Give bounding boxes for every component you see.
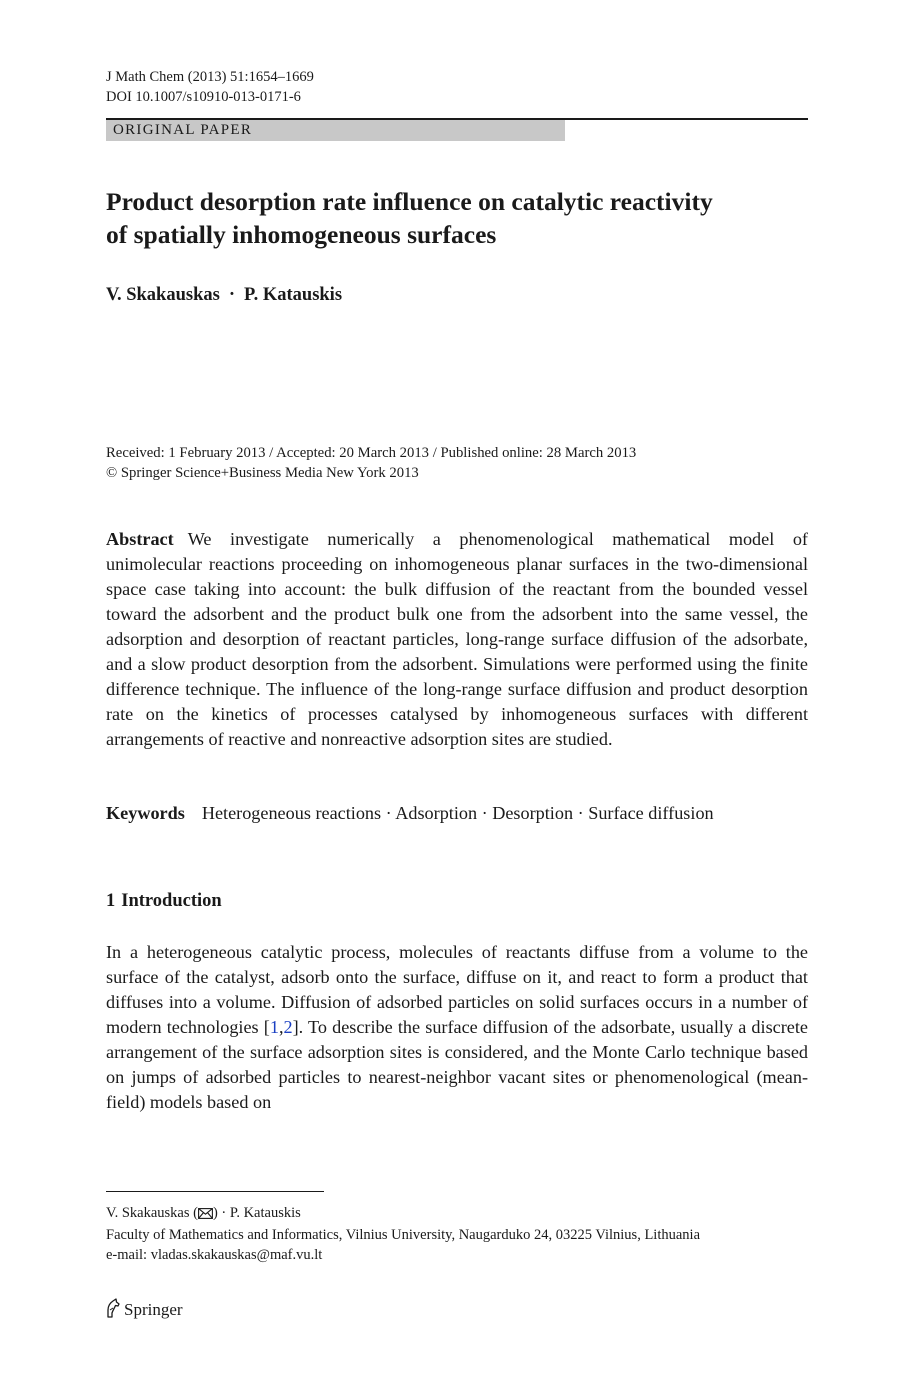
citation-link[interactable]: 1 bbox=[269, 1017, 279, 1037]
author-name: P. Katauskis bbox=[244, 285, 343, 305]
citation-link[interactable]: 2 bbox=[283, 1017, 293, 1037]
section-heading bbox=[106, 889, 222, 914]
paper-title-line1: Product desorption rate influence on catalytic reactivity bbox=[106, 187, 713, 216]
springer-horse-icon bbox=[104, 1298, 122, 1318]
journal-citation bbox=[106, 67, 314, 107]
author-list bbox=[106, 283, 342, 307]
abstract-text: We investigate numerically a phenomenological mathematical model of unimolecular reactions proceeding on inhomogeneous planar surfaces in the two-dimensional space case taking into account: the bulk diffusion of the reactant from the bounded vessel toward the adsorbent and the product bulk one from the adsorbent into the same vessel, the adsorption and desorption of reactant particles, long-range surface diffusion of the adsorbate, and a slow product desorption from the adsorbent. Simulations were performed using the finite difference technique. The influence of the long-range surface diffusion and product desorption rate on the kinetics of processes catalysed by inhomogeneous surfaces with different arrangements of reactive and nonreactive adsorption sites are studied. bbox=[106, 529, 808, 749]
citation-separator: , bbox=[278, 1017, 284, 1037]
intro-paragraph bbox=[106, 940, 808, 1115]
article-history: Received: 1 February 2013 / Accepted: 20 March 2013 / Published online: 28 March 2013 bbox=[106, 445, 637, 461]
copyright-notice: © Springer Science+Business Media New York 2013 bbox=[106, 465, 419, 481]
email-address[interactable]: e-mail: vladas.skakauskas@maf.vu.lt bbox=[106, 1247, 323, 1263]
intro-text: ]. To describe the surface diffusion of the adsorbate, usually a discrete arrangement of the surface adsorption sites is considered, and the Monte Carlo technique based on jumps of adsorbed particles to nearest-neighbor vacant sites or phenomenological (mean-field) models based on bbox=[106, 1017, 808, 1112]
journal-doi: DOI 10.1007/s10910-013-0171-6 bbox=[106, 89, 301, 105]
corresponding-author: V. Skakauskas ( bbox=[106, 1205, 198, 1221]
paper-title-line2: of spatially inhomogeneous surfaces bbox=[106, 219, 497, 249]
publication-dates bbox=[106, 443, 636, 483]
article-type-label: ORIGINAL PAPER bbox=[113, 122, 253, 138]
journal-volume-pages: J Math Chem (2013) 51:1654–1669 bbox=[106, 69, 314, 85]
intro-text: In a heterogeneous catalytic process, molecules of reactants diffuse from a volume to the surface of the catalyst, adsorb onto the surface, diffuse on it, and react to form a product that diffuses into a volume. Diffusion of adsorbed particles on solid surfaces occurs in a number of modern technologies [ bbox=[106, 942, 808, 1037]
publisher-name: Springer bbox=[124, 1300, 183, 1319]
author-name: V. Skakauskas bbox=[106, 285, 220, 305]
author-separator: · bbox=[228, 285, 235, 305]
envelope-icon bbox=[198, 1205, 213, 1225]
author-footnote bbox=[106, 1203, 826, 1265]
keywords-text: Heterogeneous reactions · Adsorption · Desorption · Surface diffusion bbox=[201, 803, 714, 823]
paper-title bbox=[106, 186, 808, 251]
section-number: 1 bbox=[106, 891, 116, 911]
keywords bbox=[106, 801, 808, 826]
section-title: Introduction bbox=[121, 891, 222, 911]
abstract bbox=[106, 527, 808, 752]
publisher-logo bbox=[104, 1298, 183, 1322]
footnote-rule bbox=[106, 1191, 324, 1192]
keywords-label: Keywords bbox=[106, 803, 185, 823]
footnote-authors bbox=[106, 1203, 826, 1225]
affiliation: Faculty of Mathematics and Informatics, Vilnius University, Naugarduko 24, 03225 Vilnius, Lithuania bbox=[106, 1227, 701, 1243]
abstract-label: Abstract bbox=[106, 529, 174, 549]
co-author: ) · P. Katauskis bbox=[212, 1205, 301, 1221]
